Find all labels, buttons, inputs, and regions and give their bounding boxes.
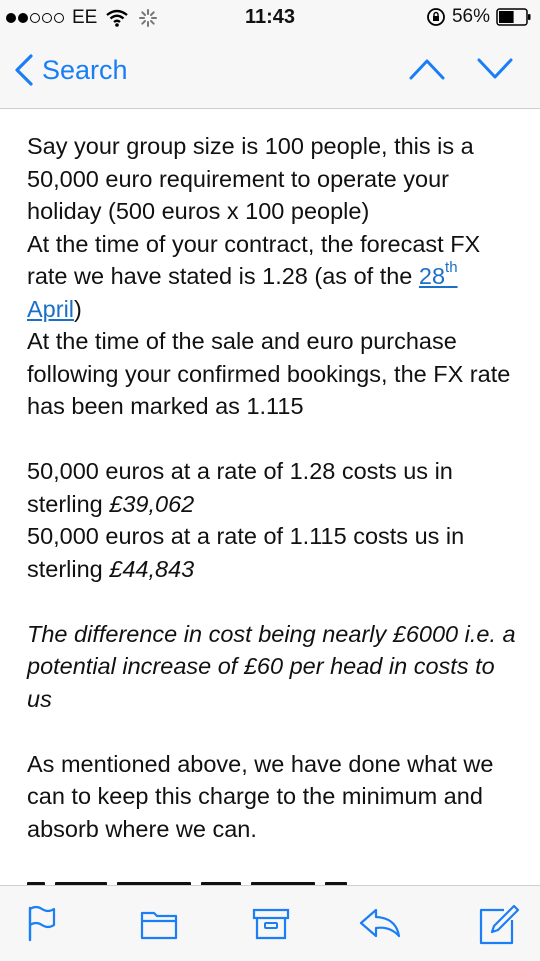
reply-icon — [358, 904, 402, 942]
chevron-left-icon — [14, 54, 34, 86]
move-to-folder-button[interactable] — [140, 904, 178, 947]
chevron-down-icon — [476, 56, 514, 82]
battery-percent: 56% — [451, 6, 490, 27]
battery-icon — [496, 8, 532, 26]
flag-icon — [26, 904, 58, 942]
email-text: 50,000 euros at a rate of 1.115 costs us in sterling — [27, 523, 465, 582]
email-text: 50,000 euros at a rate of 1.28 costs us in sterling — [27, 458, 453, 517]
next-message-button[interactable] — [476, 56, 514, 87]
chevron-up-icon — [408, 56, 446, 82]
carrier-name: EE — [72, 7, 98, 28]
reply-button[interactable] — [358, 904, 402, 947]
compose-button[interactable] — [478, 904, 520, 951]
status-time: 11:43 — [244, 6, 296, 28]
folder-icon — [140, 904, 178, 942]
paragraph-gap — [27, 423, 517, 456]
email-text: At the time of your contract, the forecast FX rate we have stated is 1.28 (as of the — [27, 230, 481, 289]
date-link-suffix: th — [445, 259, 458, 276]
bottom-toolbar — [0, 885, 540, 961]
email-paragraph: At the time of the sale and euro purchase following your confirmed bookings, the FX rate has been marked as 1.115 — [27, 328, 511, 419]
email-paragraph: As mentioned above, we have done what we can to keep this charge to the minimum and absorb where we can. — [27, 750, 494, 842]
date-link-day: 28 — [418, 263, 446, 289]
back-button-label: Search — [42, 54, 128, 85]
status-bar — [0, 0, 540, 36]
paragraph-gap — [27, 715, 517, 748]
flag-button[interactable] — [26, 904, 58, 947]
previous-message-button[interactable] — [408, 56, 446, 87]
email-paragraph: The difference in cost being nearly £6000 i.e. a potential increase of £60 per head in costs to us — [27, 620, 516, 712]
date-link-month: April — [27, 295, 75, 322]
email-paragraph — [27, 455, 517, 520]
email-body — [27, 130, 517, 845]
sterling-amount: £39,062 — [109, 490, 195, 517]
status-right — [426, 6, 532, 28]
orientation-lock-icon — [426, 7, 446, 27]
compose-icon — [478, 904, 520, 946]
archive-box-icon — [252, 904, 290, 942]
archive-button[interactable] — [252, 904, 290, 947]
email-paragraph — [27, 520, 517, 585]
email-paragraph — [27, 228, 517, 326]
email-paragraph: Say your group size is 100 people, this is a 50,000 euro requirement to operate your holiday (500 euros x 100 people) — [27, 133, 474, 224]
paragraph-gap — [27, 585, 517, 618]
sterling-amount: £44,843 — [109, 555, 195, 582]
navigation-bar — [0, 36, 540, 109]
email-text: ) — [74, 295, 82, 322]
back-button[interactable] — [14, 54, 128, 86]
